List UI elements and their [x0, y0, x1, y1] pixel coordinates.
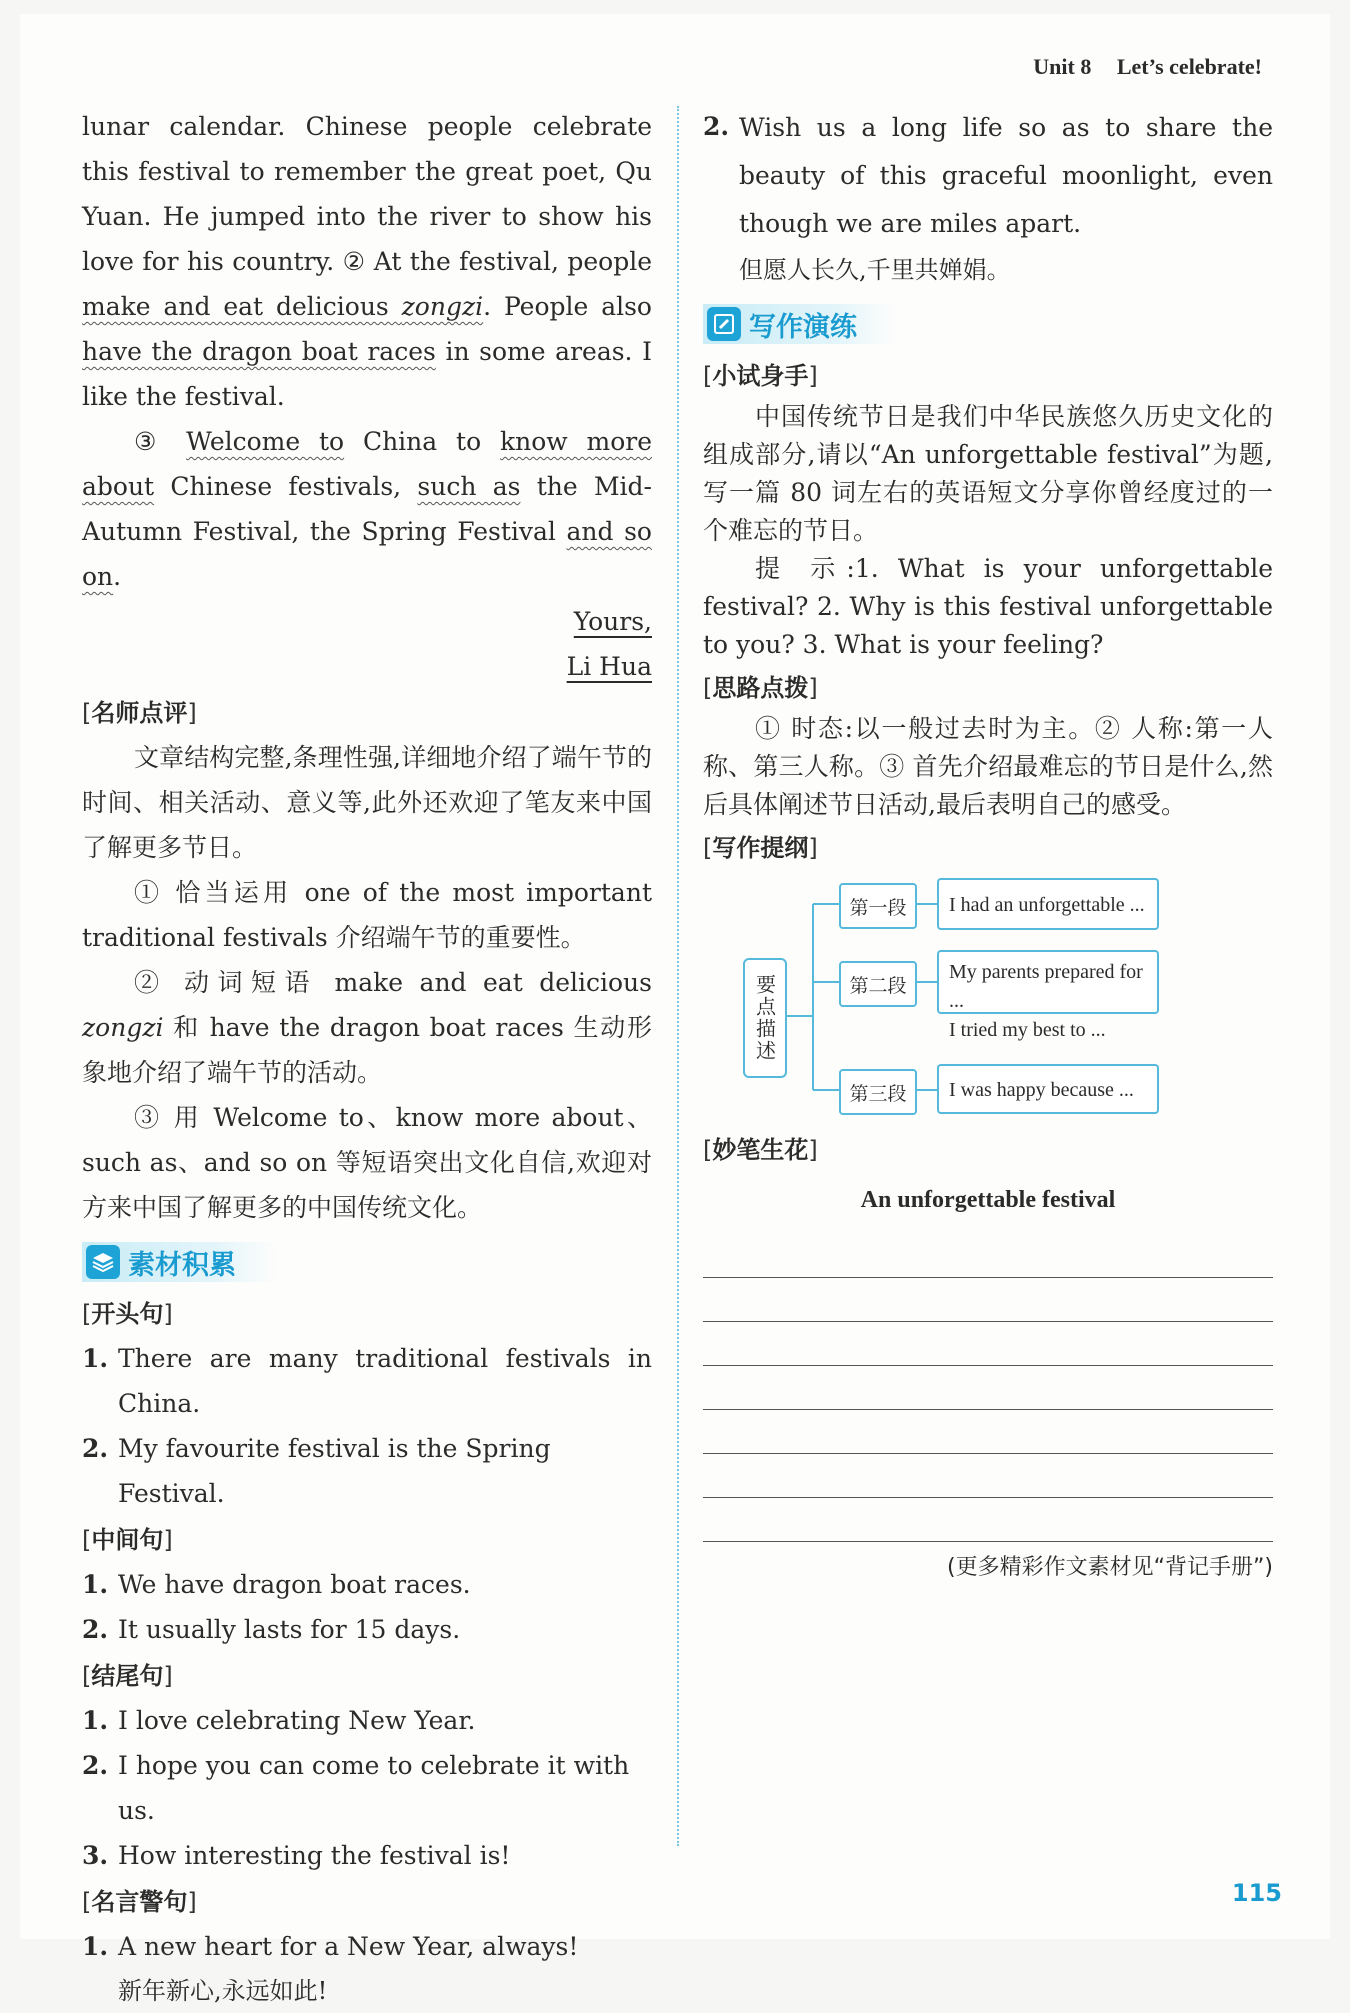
- writing-line[interactable]: [703, 1498, 1273, 1542]
- writing-line[interactable]: [703, 1410, 1273, 1454]
- material-banner: [82, 1242, 276, 1282]
- outline-content-1: [937, 878, 1159, 930]
- wavy-phrase: such as: [417, 472, 521, 501]
- list-item-text: It usually lasts for 15 days.: [118, 1615, 461, 1644]
- list-item: 2. My favourite festival is the Spring Festival.: [82, 1426, 652, 1516]
- signature-line: [82, 644, 652, 689]
- outline-segment-2: 第二段: [839, 961, 917, 1007]
- outline-content-3: [937, 1064, 1159, 1114]
- review-paragraph-2: ① 恰当运用 one of the most important traditional festivals 介绍端午节的重要性。: [82, 878, 652, 952]
- writing-line[interactable]: [703, 1454, 1273, 1498]
- writing-line[interactable]: [703, 1234, 1273, 1278]
- text: make and eat delicious: [82, 292, 402, 321]
- list-item: 2. It usually lasts for 15 days.: [82, 1607, 652, 1652]
- outline-line: I had an unforgettable ...: [949, 894, 1145, 916]
- list-item-text: A new heart for a New Year, always!: [118, 1932, 579, 1961]
- tag-label: 小试身手: [712, 362, 809, 390]
- wavy-phrase: know more about: [82, 427, 653, 501]
- essay-title: An unforgettable festival: [860, 1187, 1116, 1213]
- outline-line: I was happy because ...: [949, 1079, 1134, 1101]
- tag-label: 名言警句: [91, 1888, 188, 1916]
- writing-banner: [703, 304, 897, 344]
- tag-label: 妙笔生花: [712, 1136, 809, 1164]
- quote-translation: 但愿人长久,千里共婵娟。: [739, 256, 1011, 284]
- outline-root: 要点描述: [743, 958, 787, 1078]
- review-paragraph-3: [82, 960, 652, 1095]
- wavy-phrase-dragon-boat: have the dragon boat races: [82, 337, 436, 366]
- sign-off: [82, 599, 652, 644]
- list-item-text: Wish us a long life so as to share the beauty of this graceful moonlight, even though we are miles apart.: [739, 113, 1273, 238]
- text: lunar calendar. Chinese people celebrate this festival to remember the great poet, Qu Yuan. He jumped into the river to show his love for his country. ② At the festival, people: [82, 112, 652, 276]
- wavy-phrase: Welcome to: [186, 427, 345, 456]
- review-paragraph-1: 文章结构完整,条理性强,详细地介绍了端午节的时间、相关活动、意义等,此外还欢迎了笔友来中国了解更多节日。: [82, 743, 652, 862]
- list-item: 1. We have dragon boat races.: [82, 1562, 652, 1607]
- banner-label: 素材积累: [128, 1249, 236, 1281]
- task-hint: 提 示:1. What is your unforgettable festival? 2. Why is this festival unforgettable to you? 3. What is your feeling?: [703, 554, 1273, 659]
- tag-label: 名师点评: [91, 699, 188, 727]
- quote-tag: [名言警句]: [82, 1888, 197, 1916]
- text: ③: [134, 427, 187, 456]
- wavy-phrase-make-eat: [82, 292, 483, 321]
- list-item-text: I love celebrating New Year.: [118, 1706, 476, 1735]
- sign-yours: Yours,: [573, 607, 652, 636]
- reference-note: (更多精彩作文素材见“背记手册”): [947, 1555, 1273, 1580]
- list-item: 1. I love celebrating New Year.: [82, 1698, 652, 1743]
- outline-tag: [写作提纲]: [703, 834, 818, 862]
- unit-title: Let’s celebrate!: [1116, 54, 1262, 79]
- review-paragraph-4: ③ 用 Welcome to、know more about、such as、and so on 等短语突出文化自信,欢迎对方来中国了解更多的中国传统文化。: [82, 1103, 652, 1222]
- review-tag: [名师点评]: [82, 699, 197, 727]
- text: 和 have the dragon boat races 生动形象地介绍了端午节的活动。: [82, 1013, 652, 1087]
- tag-label: 结尾句: [91, 1662, 164, 1690]
- middle-tag: [中间句]: [82, 1526, 173, 1554]
- flower-tag: [妙笔生花]: [703, 1136, 818, 1164]
- pencil-icon: [707, 307, 741, 341]
- writing-outline-diagram: [703, 874, 1273, 1112]
- tag-label: 中间句: [91, 1526, 164, 1554]
- layers-icon: [86, 1245, 120, 1279]
- list-item: 1. There are many traditional festivals in China.: [82, 1336, 652, 1426]
- outline-line: My parents prepared for ...: [949, 961, 1143, 1012]
- outline-content-2: [937, 950, 1159, 1041]
- writing-lines: [703, 1234, 1273, 1542]
- list-item: 3. How interesting the festival is!: [82, 1833, 652, 1878]
- tag-label: 写作提纲: [712, 834, 809, 862]
- running-header: [1033, 54, 1262, 80]
- unit-label: Unit 8: [1033, 54, 1092, 79]
- text: Chinese festivals,: [154, 472, 418, 501]
- list-item: 2. I hope you can come to celebrate it with us.: [82, 1743, 652, 1833]
- page-number: 115: [1231, 1879, 1282, 1907]
- list-item-text: There are many traditional festivals in China.: [118, 1344, 652, 1418]
- ending-tag: [结尾句]: [82, 1662, 173, 1690]
- try-tag: [小试身手]: [703, 362, 818, 390]
- tag-label: 思路点拨: [712, 674, 809, 702]
- task-prompt: 中国传统节日是我们中华民族悠久历史文化的组成部分,请以“An unforgettable festival”为题,写一篇 80 词左右的英语短文分享你曾经度过的一个难忘的节日。: [703, 402, 1273, 545]
- text: the Mid-Autumn Festival, the Spring Festival: [82, 472, 652, 546]
- writing-line[interactable]: [703, 1322, 1273, 1366]
- column-divider: [677, 106, 679, 1846]
- opening-tag: [开头句]: [82, 1300, 173, 1328]
- right-column: [703, 104, 1273, 1588]
- list-item: 2. Wish us a long life so as to share the beauty of this graceful moonlight, even though we are miles apart.: [703, 104, 1273, 248]
- idea-tag: [思路点拨]: [703, 674, 818, 702]
- italic-word: zongzi: [82, 1013, 164, 1042]
- outline-segment-1: 第一段: [839, 883, 917, 929]
- list-item: 1. A new heart for a New Year, always!: [82, 1924, 652, 1969]
- text: in some areas. I like the festival.: [82, 337, 652, 411]
- list-item-text: How interesting the festival is!: [118, 1841, 511, 1870]
- list-item-text: I hope you can come to celebrate it with us.: [118, 1751, 630, 1825]
- wavy-phrase: and so on: [82, 517, 652, 591]
- italic-word: zongzi: [401, 292, 484, 321]
- list-item-text: We have dragon boat races.: [118, 1570, 471, 1599]
- signature-name: Li Hua: [566, 652, 652, 681]
- idea-text: ① 时态:以一般过去时为主。② 人称:第一人称、第三人称。③ 首先介绍最难忘的节日是什么,然后具体阐述节日活动,最后表明自己的感受。: [703, 714, 1273, 819]
- text: ② 动词短语 make and eat delicious: [134, 968, 652, 997]
- left-column: [82, 104, 652, 2013]
- outline-line: I tried my best to ...: [949, 1019, 1106, 1041]
- list-item-text: My favourite festival is the Spring Festival.: [118, 1434, 551, 1508]
- letter-paragraph-2: [82, 104, 652, 419]
- quote-translation: 新年新心,永远如此!: [118, 1977, 328, 2005]
- banner-label: 写作演练: [749, 311, 857, 343]
- letter-paragraph-3: [82, 419, 652, 599]
- text: China to: [344, 427, 500, 456]
- page: [20, 14, 1330, 2005]
- text: . People also: [483, 292, 652, 321]
- writing-line[interactable]: [703, 1278, 1273, 1322]
- writing-line[interactable]: [703, 1366, 1273, 1410]
- text: .: [113, 562, 122, 591]
- tag-label: 开头句: [91, 1300, 164, 1328]
- outline-segment-3: 第三段: [839, 1069, 917, 1115]
